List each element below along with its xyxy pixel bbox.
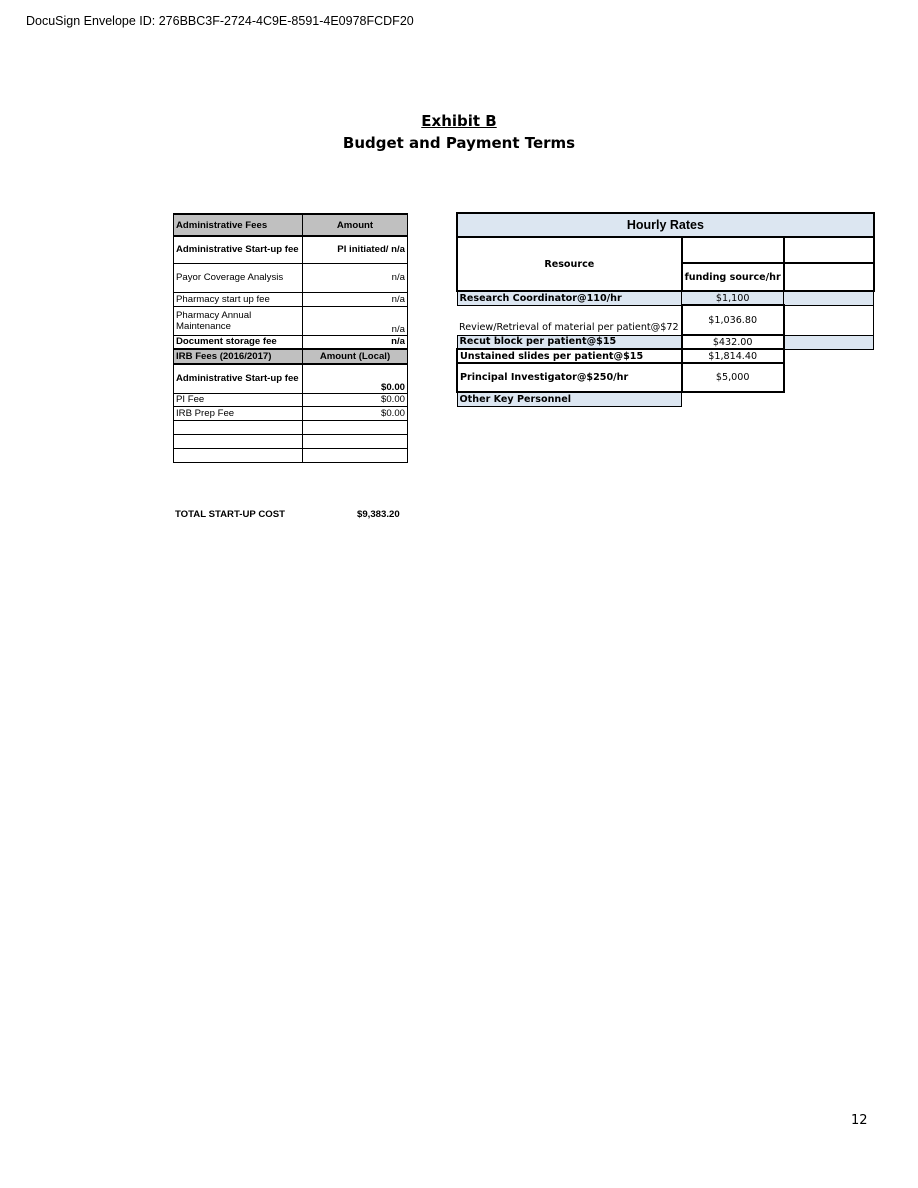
- table-row: [174, 364, 408, 393]
- table-row: [174, 335, 408, 349]
- table-row: [174, 263, 408, 292]
- empty-cell: [174, 434, 303, 448]
- table-row: [174, 306, 408, 335]
- empty-cell: [784, 237, 874, 263]
- empty-cell: [682, 237, 784, 263]
- empty-cell: [784, 349, 874, 363]
- resource-label: Other Key Personnel: [457, 392, 682, 406]
- hourly-rates-table: [456, 212, 875, 407]
- empty-row: [174, 434, 408, 448]
- fee-value: n/a: [303, 263, 408, 292]
- irb-fees-header: IRB Fees (2016/2017): [174, 349, 303, 364]
- resource-amount: [682, 392, 784, 406]
- table-row: [457, 392, 874, 406]
- resource-label: Recut block per patient@$15: [457, 335, 682, 349]
- empty-cell: [784, 335, 874, 349]
- empty-row: [174, 448, 408, 462]
- table-row: [457, 305, 874, 335]
- empty-cell: [784, 363, 874, 392]
- empty-cell: [174, 420, 303, 434]
- resource-label: Review/Retrieval of material per patient@$72: [459, 321, 679, 333]
- irb-fee-label: PI Fee: [174, 393, 303, 406]
- resource-amount: $1,814.40: [682, 349, 784, 363]
- table-row: [174, 393, 408, 406]
- empty-cell: [174, 448, 303, 462]
- irb-fee-value: $0.00: [303, 406, 408, 420]
- empty-cell: [784, 392, 874, 406]
- irb-fee-label: IRB Prep Fee: [174, 406, 303, 420]
- exhibit-subtitle: Budget and Payment Terms: [342, 134, 576, 152]
- table-row: [457, 335, 874, 349]
- table-row: [457, 363, 874, 392]
- table-row: [174, 236, 408, 263]
- total-value: $9,383.20: [357, 509, 400, 520]
- fee-label: Pharmacy Annual Maintenance: [174, 306, 303, 335]
- fee-label: Administrative Start-up fee: [174, 236, 303, 263]
- irb-amount-header: Amount (Local): [303, 349, 408, 364]
- irb-fee-label: Administrative Start-up fee: [174, 364, 303, 393]
- fee-label: Payor Coverage Analysis: [174, 263, 303, 292]
- table-row: [174, 292, 408, 306]
- resource-amount: $1,100: [682, 291, 784, 305]
- empty-cell: [303, 420, 408, 434]
- amount-header: Amount: [303, 214, 408, 236]
- empty-cell: [784, 263, 874, 291]
- empty-cell: [784, 291, 874, 305]
- resource-header: Resource: [457, 237, 682, 291]
- irb-fee-value: $0.00: [303, 364, 408, 393]
- empty-cell: [303, 448, 408, 462]
- table-row: [174, 406, 408, 420]
- resource-amount: $1,036.80: [682, 305, 784, 335]
- fee-label: Document storage fee: [174, 335, 303, 349]
- resource-label: Principal Investigator@$250/hr: [457, 363, 682, 392]
- fee-value: n/a: [303, 292, 408, 306]
- empty-cell: [303, 434, 408, 448]
- fee-value: PI initiated/ n/a: [303, 236, 408, 263]
- title-block: [0, 110, 918, 154]
- total-label: TOTAL START-UP COST: [175, 509, 285, 520]
- hourly-rates-title: Hourly Rates: [457, 213, 874, 237]
- resource-label: Unstained slides per patient@$15: [457, 349, 682, 363]
- resource-amount: $5,000: [682, 363, 784, 392]
- page-number: 12: [851, 1113, 868, 1128]
- resource-amount: $432.00: [682, 335, 784, 349]
- fee-value: n/a: [303, 335, 408, 349]
- empty-cell: [784, 305, 874, 335]
- funding-header: funding source/hr: [682, 263, 784, 291]
- fee-value: n/a: [303, 306, 408, 335]
- admin-fees-table: [173, 213, 408, 463]
- exhibit-title: Exhibit B: [421, 112, 497, 130]
- table-row: [457, 291, 874, 305]
- table-row: [457, 349, 874, 363]
- envelope-id: DocuSign Envelope ID: 276BBC3F-2724-4C9E-8591-4E0978FCDF20: [26, 14, 414, 28]
- admin-fees-header: Administrative Fees: [174, 214, 303, 236]
- fee-label: Pharmacy start up fee: [174, 292, 303, 306]
- irb-fee-value: $0.00: [303, 393, 408, 406]
- resource-label: Research Coordinator@110/hr: [457, 291, 682, 305]
- empty-row: [174, 420, 408, 434]
